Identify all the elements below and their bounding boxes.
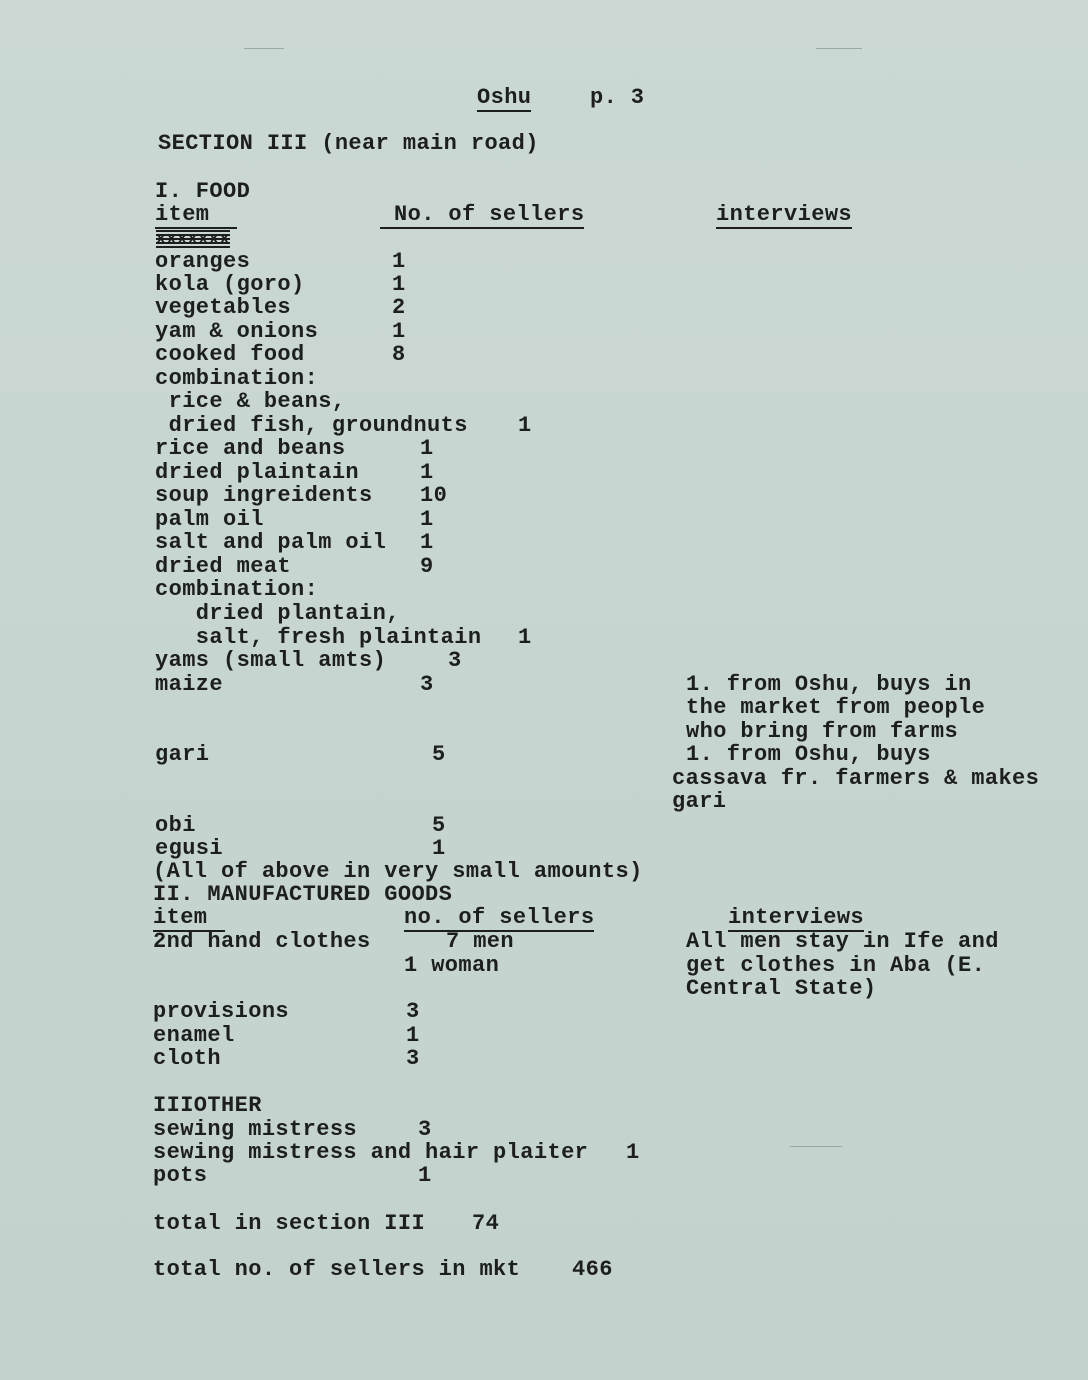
manufactured-item: cloth (153, 1046, 222, 1071)
food-sellers: 1 (518, 625, 532, 650)
food-item: soup ingreidents (155, 483, 373, 508)
food-item: maize (155, 672, 224, 697)
paper-mark (816, 48, 862, 49)
food-sellers: 3 (448, 648, 462, 673)
food-sellers: 5 (432, 813, 446, 838)
other-heading: IIIOTHER (153, 1093, 262, 1118)
food-item: dried fish, groundnuts (155, 413, 468, 438)
manufactured-sellers: 7 men (446, 929, 515, 954)
manufactured-sellers-header: no. of sellers (404, 905, 595, 930)
page-number: p. 3 (590, 85, 645, 110)
food-item-header: item (155, 203, 237, 229)
food-item: combination: (155, 366, 319, 391)
food-interviews-header: interviews (716, 202, 853, 227)
food-item: combination: (155, 577, 319, 602)
other-sellers: 1 (418, 1163, 432, 1188)
food-item: dried plaintain (155, 460, 360, 485)
manufactured-sellers: 1 (406, 1023, 420, 1048)
food-sellers: 1 (392, 272, 406, 297)
food-item: oranges (155, 249, 251, 274)
food-item: egusi (155, 836, 224, 861)
manufactured-sellers: 3 (406, 1046, 420, 1071)
food-sellers: 2 (392, 295, 406, 320)
food-sellers: 1 (420, 436, 434, 461)
food-item: rice and beans (155, 436, 346, 461)
interview-note: who bring from farms (686, 719, 959, 744)
food-item: dried plantain, (155, 601, 400, 626)
food-sellers: 10 (420, 483, 448, 508)
food-item: vegetables (155, 295, 292, 320)
food-sellers: 1 (420, 460, 434, 485)
interview-note: cassava fr. farmers & makes (672, 766, 1040, 791)
food-sellers: 1 (420, 530, 434, 555)
food-item: dried meat (155, 554, 292, 579)
food-sellers: 1 (392, 249, 406, 274)
food-sellers-header: No. of sellers (380, 203, 584, 229)
struck-out-text: xxxxxxx (156, 230, 231, 248)
food-sellers: 1 (518, 413, 532, 438)
food-item: gari (155, 742, 210, 767)
manufactured-interviews-header: interviews (728, 905, 865, 930)
manufactured-sellers: 1 woman (404, 953, 500, 978)
manufactured-heading: II. MANUFACTURED GOODS (153, 882, 453, 907)
food-sellers: 1 (432, 836, 446, 861)
interview-note: get clothes in Aba (E. (686, 953, 986, 978)
paper-mark (790, 1146, 842, 1147)
other-sellers: 3 (418, 1117, 432, 1142)
food-item: yam & onions (155, 319, 319, 344)
food-item: kola (goro) (155, 272, 305, 297)
food-item: rice & beans, (155, 389, 346, 414)
food-item: cooked food (155, 342, 305, 367)
section-total-label: total in section III (153, 1211, 426, 1236)
food-item: obi (155, 813, 196, 838)
food-heading: I. FOOD (155, 179, 251, 204)
paper-mark (244, 48, 284, 49)
manufactured-item: enamel (153, 1023, 235, 1048)
food-sellers: 1 (392, 319, 406, 344)
interview-note: gari (672, 789, 727, 814)
interview-note: the market from people (686, 695, 986, 720)
food-sellers: 8 (392, 342, 406, 367)
manufactured-item-header: item (153, 906, 225, 932)
food-item: salt, fresh plaintain (155, 625, 482, 650)
food-sellers: 9 (420, 554, 434, 579)
food-sellers: 3 (420, 672, 434, 697)
manufactured-item: 2nd hand clothes (153, 929, 371, 954)
interview-note: Central State) (686, 976, 877, 1001)
market-total-label: total no. of sellers in mkt (153, 1257, 521, 1282)
market-total-value: 466 (572, 1257, 613, 1282)
food-item: yams (small amts) (155, 648, 387, 673)
food-sellers: 5 (432, 742, 446, 767)
food-item: palm oil (155, 507, 264, 532)
section-title: SECTION III (near main road) (158, 131, 539, 156)
manufactured-sellers: 3 (406, 999, 420, 1024)
interview-note: All men stay in Ife and (686, 929, 999, 954)
manufactured-item: provisions (153, 999, 290, 1024)
food-item: salt and palm oil (155, 530, 387, 555)
section-total-value: 74 (472, 1211, 500, 1236)
food-note: (All of above in very small amounts) (153, 859, 643, 884)
food-sellers: 1 (420, 507, 434, 532)
other-item: sewing mistress and hair plaiter (153, 1140, 589, 1165)
other-sellers: 1 (626, 1140, 640, 1165)
page-title: Oshu (477, 85, 532, 110)
interview-note: 1. from Oshu, buys in (686, 672, 972, 697)
other-item: pots (153, 1163, 208, 1188)
interview-note: 1. from Oshu, buys (686, 742, 931, 767)
other-item: sewing mistress (153, 1117, 358, 1142)
